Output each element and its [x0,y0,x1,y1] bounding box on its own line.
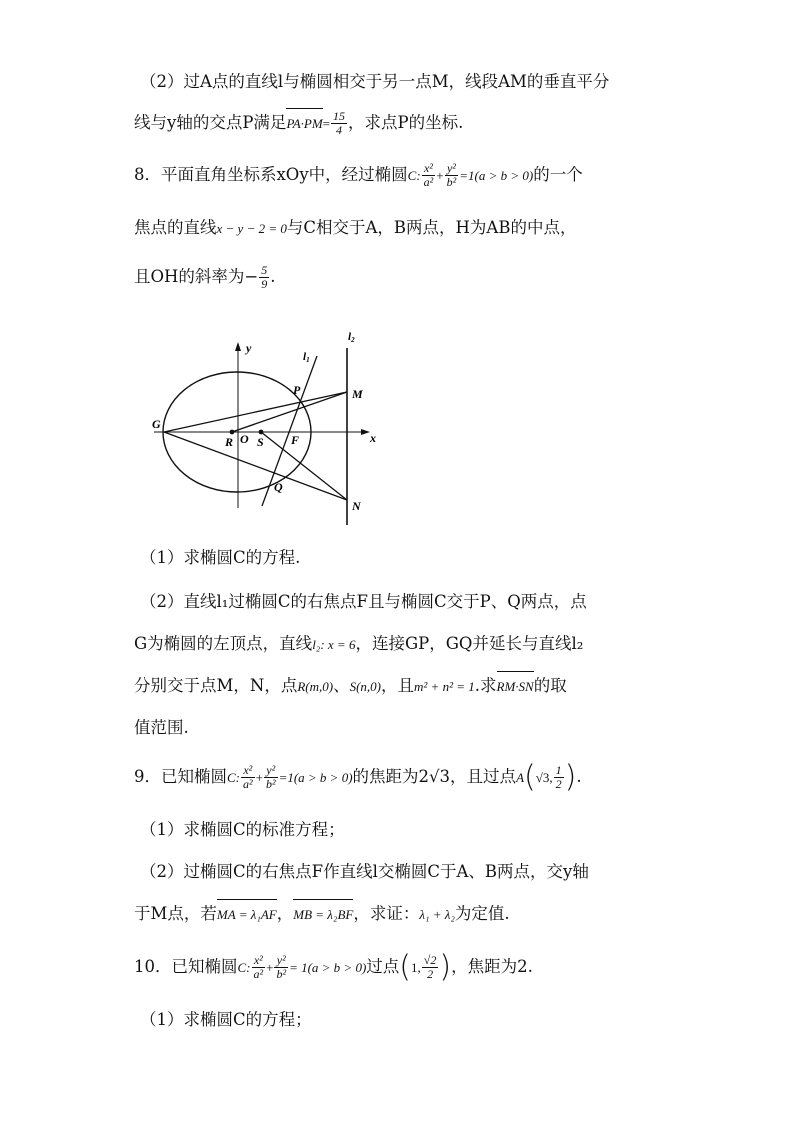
text: 8．平面直角坐标系xOy中，经过椭圆 [134,165,408,184]
denominator: b² [276,967,287,981]
denominator: a² [423,175,434,189]
denominator: 2 [555,777,562,791]
text: 分别交于点M，N，点 [134,676,298,695]
point-R [230,430,235,435]
text: （1）求椭圆C的方程； [140,1010,312,1029]
numerator: y² [274,954,288,968]
fraction-sqrt2-2 [422,954,439,981]
label-F: F [291,433,300,447]
fraction-15-4 [331,110,347,137]
text: （2）过椭圆C的右焦点F作直线l交椭圆C于A、B两点，交y轴 [140,862,589,881]
p8-q2-line2 [134,632,583,657]
numerator: x² [422,162,436,176]
text: （1）求椭圆C的标准方程； [140,820,345,839]
text: 且OH的斜率为− [134,267,259,286]
condition: = 1(a > b > 0) [289,960,367,975]
text: 于M点，若 [134,904,217,923]
p8-line3 [134,264,276,291]
ellipse-name: C: [237,960,251,975]
p9-q2-line2 [134,902,510,927]
label-N: N [352,499,361,513]
denominator: a² [243,777,253,791]
separator: ， [276,904,294,923]
text: 9．已知椭圆 [134,767,227,786]
point-x: √3, [535,770,553,785]
text: 为定值. [454,904,510,923]
line-RM [232,392,347,432]
line-equation: x − y − 2 = 0 [216,221,287,236]
numerator: 5 [261,263,268,277]
p9-q2-line1 [140,860,589,884]
numerator: y² [445,162,459,176]
text: （2）过A点的直线l与椭圆相交于另一点M，线段AM的垂直平分 [140,72,610,91]
ellipse-name: C: [407,168,421,183]
fraction-5-9 [259,264,269,291]
vector-dot-product: RM·SN [497,675,534,699]
text: ，求证： [353,904,420,923]
p8-line2 [134,216,576,241]
text: 的取 [533,676,567,695]
p7-q2-line2 [134,110,463,137]
ellipse-figure [140,320,400,530]
text: 焦点的直线 [134,218,217,237]
fraction-y2-b2 [445,162,459,189]
denominator: 9 [261,277,268,291]
text: ，且 [381,676,415,695]
text: . [576,767,582,786]
text: 与C相交于A，B两点，H为AB的中点， [286,218,577,237]
condition: =1(a > b > 0) [278,770,353,785]
p8-line1: 8．平面直角坐标系xOy中，经过椭圆C: $\frac{\text{x²}}{\text{a²}}$ + $\frac{\text{y²}}{\text{b²}}$ =1(a > b > 0)的一个 [134,161,583,189]
point-x: 1, [411,960,421,975]
label-x: x [370,431,376,445]
p10-line1: 10．已知椭圆C: $\frac{\text{x²}}{\text{a²}}$ + $\frac{\text{y²}}{\text{b²}}$ = 1(a > b > 0)过点(1, $\frac{√2}{2}$ )，焦距为2. [134,949,533,985]
line-l2-equation: l₂: x = 6 [312,637,356,652]
text: ，求点P的坐标. [348,113,464,132]
p9-q1 [140,818,345,842]
text: ，连接GP，GQ并延长与直线l₂ [355,634,584,653]
numerator: √2 [423,953,437,967]
fraction-x2-a2 [422,162,436,189]
label-P: P [293,383,301,397]
numerator: x² [241,764,255,778]
fraction-y2-b2 [274,954,288,981]
ellipse-name: C: [227,770,240,785]
numerator: x² [252,954,266,968]
label-Q: Q [274,480,283,494]
p9-line1: 9．已知椭圆C: $\frac{\text{x²}}{\text{a²}}$ + $\frac{\text{y²}}{\text{b²}}$ =1(a > b > 0)的焦距为2√3，且过点A(√3, $\frac{1}{2}$ ). [134,759,582,795]
condition: =1(a > b > 0) [459,168,534,183]
y-axis-arrow-icon [235,342,241,351]
text: 的焦距为2√3，且过点 [352,767,517,786]
text: G为椭圆的左顶点，直线 [134,634,313,653]
equals: = [322,116,331,131]
denominator: b² [446,175,457,189]
point-A-label: A [516,770,525,785]
text: ，焦距为2. [451,957,533,976]
text: 值范围. [134,718,189,737]
text: 的一个 [533,165,583,184]
label-R: R [225,435,234,449]
separator: 、 [333,676,350,695]
condition-equation: m² + n² = 1 [414,679,475,694]
label-S: S [257,435,264,449]
p7-q2-line1 [140,70,609,94]
p10-q1 [140,1008,312,1032]
point-S-coord: S(n,0) [349,679,382,694]
fraction-x2-a2 [252,954,266,981]
point-R-coord: R(m,0) [297,679,334,694]
denominator: b² [265,777,276,791]
text: 10．已知椭圆 [134,957,238,976]
fraction-y2-b2 [264,764,278,791]
label-l1: l1 [303,351,310,364]
text: （1）求椭圆C的方程. [140,548,301,567]
numerator: y² [264,764,278,778]
fraction-x2-a2 [241,764,255,791]
denominator: 4 [336,123,343,137]
p8-q1 [140,546,300,570]
p8-q2-line3 [134,674,567,699]
lambda-sum: λ₁ + λ₂ [419,907,455,922]
p8-q2-line4 [134,716,189,740]
denominator: a² [253,967,264,981]
label-y: y [246,341,252,355]
text: 过点 [366,957,400,976]
line-GM [164,392,347,432]
denominator: 2 [427,967,434,981]
text: .求 [474,676,497,695]
label-l2: l2 [348,331,355,344]
label-O: O [240,432,249,446]
p8-q2-line1 [140,590,587,614]
numerator: 15 [333,109,346,123]
x-axis-arrow-icon [361,429,370,435]
label-G: G [152,417,161,431]
label-M: M [352,387,363,401]
vector-equation-1: MA = λ₁AF [217,903,277,927]
text: （2）直线l₁过椭圆C的右焦点F且与椭圆C交于P、Q两点，点 [140,592,587,611]
fraction-1-2 [554,764,564,791]
text: . [270,267,276,286]
point-S [259,430,264,435]
numerator: 1 [555,763,562,777]
vector-equation-2: MB = λ₂BF [293,903,353,927]
text: 线与y轴的交点P满足 [134,113,287,132]
vector-dot-product: PA·PM [286,112,322,136]
